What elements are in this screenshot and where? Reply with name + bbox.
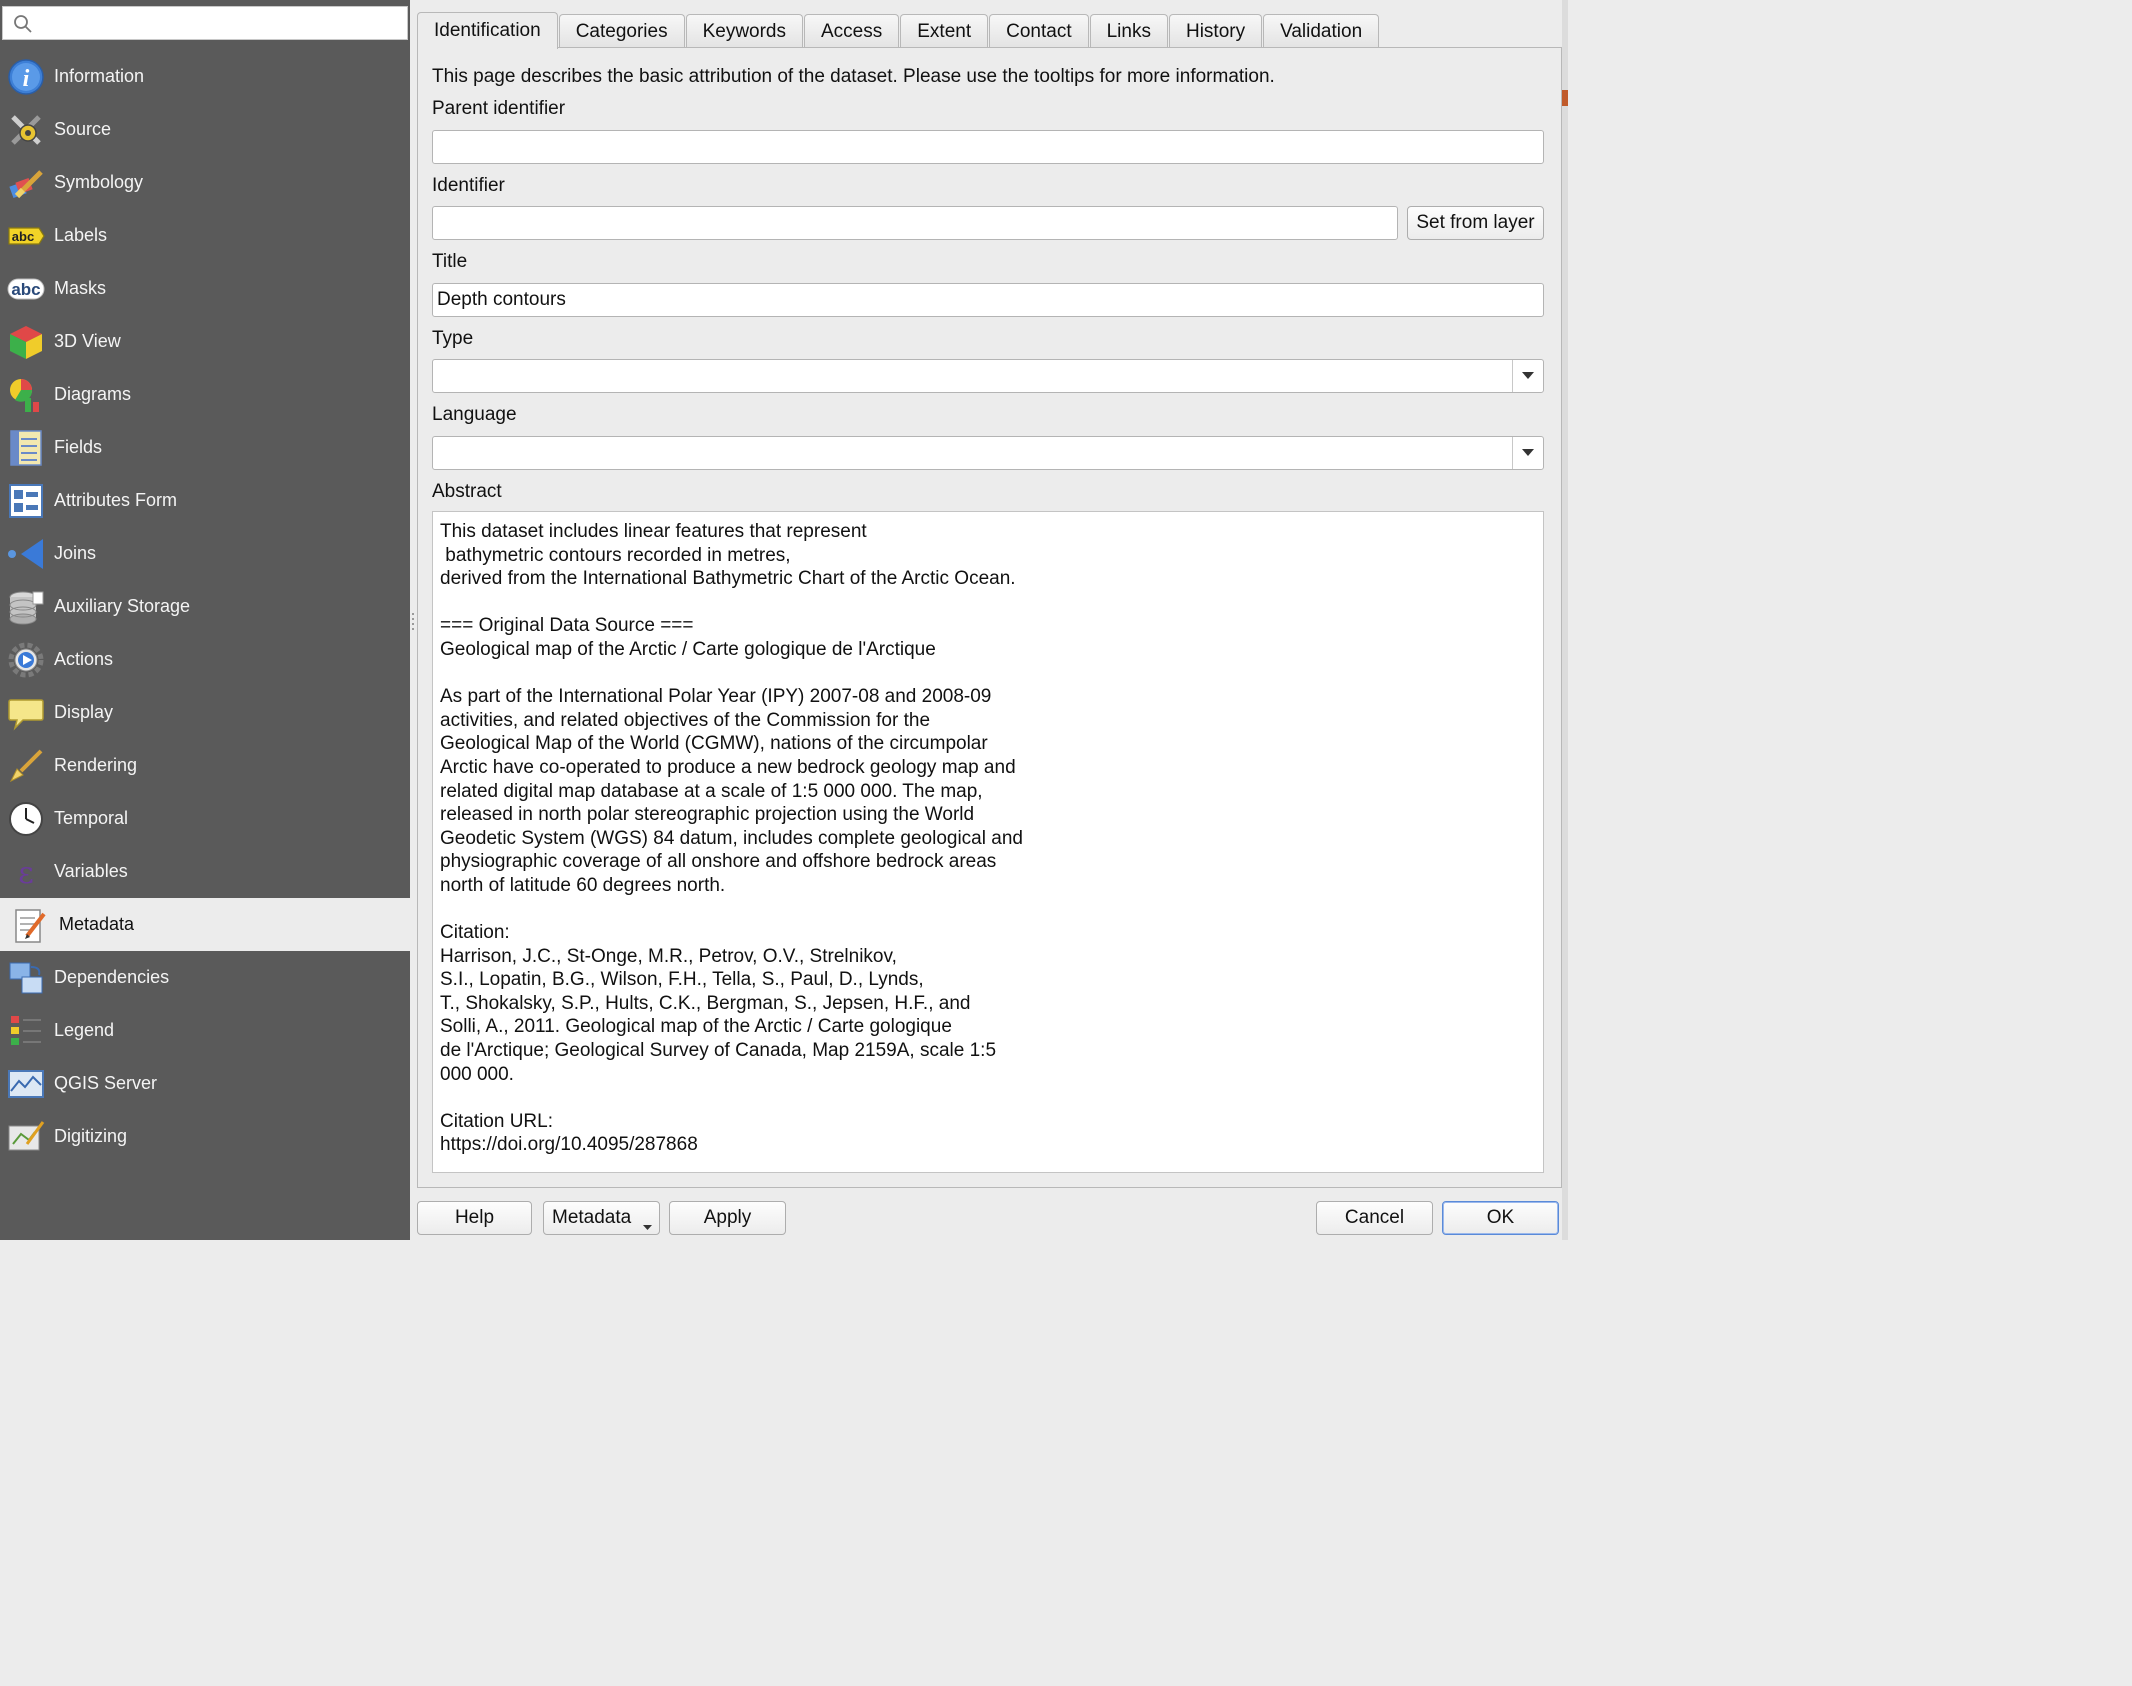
abstract-label: Abstract (432, 481, 502, 502)
parent-identifier-label: Parent identifier (432, 98, 566, 119)
sidebar-item-label: QGIS Server (54, 1073, 158, 1093)
set-from-layer-button[interactable]: Set from layer (1407, 206, 1544, 240)
identifier-field[interactable] (432, 206, 1398, 240)
sidebar-item-label: Digitizing (54, 1126, 128, 1146)
symbology-brush-icon (6, 163, 46, 203)
sidebar-item-label: Masks (54, 278, 107, 298)
sidebar-item-information[interactable] (0, 50, 410, 103)
sidebar-item-display[interactable] (0, 686, 410, 739)
sidebar-item-label: Joins (54, 543, 97, 563)
tab-extent[interactable]: Extent (900, 14, 988, 48)
sidebar-item-fields[interactable] (0, 421, 410, 474)
svg-text:abc: abc (11, 279, 41, 299)
search-input[interactable] (37, 9, 401, 39)
sidebar-list (0, 50, 410, 1163)
sidebar-item-label: Rendering (54, 755, 138, 775)
metadata-menu-button[interactable] (543, 1201, 660, 1235)
search-icon (13, 14, 33, 34)
sidebar-item-3d-view[interactable] (0, 315, 410, 368)
masks-abc-icon (6, 269, 46, 309)
sidebar-item-label: Temporal (54, 808, 129, 828)
tab-keywords[interactable]: Keywords (686, 14, 803, 48)
sidebar-item-actions[interactable] (0, 633, 410, 686)
apply-button[interactable]: Apply (669, 1201, 786, 1235)
digitizing-icon (6, 1117, 46, 1157)
sidebar-item-label: Display (54, 702, 114, 722)
chevron-down-icon[interactable] (1512, 360, 1543, 392)
tab-links[interactable]: Links (1090, 14, 1168, 48)
abstract-text[interactable]: This dataset includes linear features that represent bathymetric contours recorded in metres, derived from the International Bathymetric Chart of the Arctic Ocean. === Original Data Source === Geological map of the Arctic / Carte gologique de l'Arctique As part of the International Polar Year (IPY) 2007-08 and 2008-09 activities, and related objectives of the Commission for the Geological Map of the World (CGMW), nations of the circumpolar Arctic have co-operated to produce a new bedrock geology map and related digital map database at a scale of 1:5 000 000. The map, released in north polar stereographic projection using the World Geodetic System (WGS) 84 datum, includes complete geological and physiographic coverage of all onshore and offshore bedrock areas north of latitude 60 degrees north. Citation: Harrison, J.C., St-Onge, M.R., Petrov, O.V., Strelnikov, S.I., Lopatin, B.G., Wilson, F.H., Tella, S., Paul, D., Lynds, T., Shokalsky, S.P., Hults, C.K., Bergman, S., Jepsen, H.F., and Solli, A., 2011. Geological map of the Arctic / Carte gologique de l'Arctique; Geological Survey of Canada, Map 2159A, scale 1:5 000 000. Citation URL: https://doi.org/10.4095/287868 (440, 521, 1023, 1156)
sidebar-item-label: Diagrams (54, 384, 132, 404)
sidebar-item-label: Legend (54, 1020, 115, 1040)
sidebar-item-label: Attributes Form (54, 490, 178, 510)
caret-down-icon (643, 1215, 652, 1237)
abstract-textarea[interactable] (432, 511, 1544, 1173)
sidebar-item-source[interactable] (0, 103, 410, 156)
sidebar-item-label: Actions (54, 649, 114, 669)
page-description: This page describes the basic attribution of the dataset. Please use the tooltips for more information. (432, 66, 1275, 87)
fields-icon (6, 428, 46, 468)
sidebar-item-symbology[interactable] (0, 156, 410, 209)
actions-gear-icon (6, 640, 46, 680)
tab-access[interactable]: Access (804, 14, 899, 48)
identifier-label: Identifier (432, 175, 505, 196)
clock-icon (6, 799, 46, 839)
search-box[interactable] (2, 6, 408, 40)
source-tools-icon (6, 110, 46, 150)
cancel-button[interactable]: Cancel (1316, 1201, 1433, 1235)
sidebar-item-legend[interactable] (0, 1004, 410, 1057)
epsilon-icon (6, 852, 46, 892)
tab-validation[interactable]: Validation (1263, 14, 1379, 48)
attributes-form-icon (6, 481, 46, 521)
language-input[interactable] (433, 437, 1543, 469)
help-button[interactable]: Help (417, 1201, 532, 1235)
sidebar-item-label: Information (54, 66, 145, 86)
sidebar-item-label: 3D View (54, 331, 121, 351)
dependencies-icon (6, 958, 46, 998)
svg-text:ε: ε (18, 855, 34, 891)
sidebar (0, 0, 410, 1240)
display-speech-bubble-icon (6, 693, 46, 733)
ok-button[interactable]: OK (1442, 1201, 1559, 1235)
sidebar-item-label: Auxiliary Storage (54, 596, 191, 616)
legend-icon (6, 1011, 46, 1051)
sidebar-item-digitizing[interactable] (0, 1110, 410, 1163)
parent-identifier-field[interactable] (432, 130, 1544, 164)
tab-identification[interactable]: Identification (417, 12, 558, 49)
cube-3d-icon (6, 322, 46, 362)
labels-abc-icon (6, 216, 46, 256)
window-edge (1562, 0, 1568, 1240)
title-field[interactable] (432, 283, 1544, 317)
sidebar-item-label: Fields (54, 437, 103, 457)
sidebar-item-masks[interactable] (0, 262, 410, 315)
tab-contact[interactable]: Contact (989, 14, 1088, 48)
sidebar-item-attributes-form[interactable] (0, 474, 410, 527)
rendering-brush-icon (6, 746, 46, 786)
type-input[interactable] (433, 360, 1543, 392)
tab-history[interactable]: History (1169, 14, 1262, 48)
sidebar-item-dependencies[interactable] (0, 951, 410, 1004)
qgis-server-icon (6, 1064, 46, 1104)
sidebar-item-diagrams[interactable] (0, 368, 410, 421)
svg-text:i: i (22, 65, 30, 92)
panel-splitter[interactable] (411, 610, 415, 640)
joins-icon (6, 534, 46, 574)
language-combo[interactable] (432, 436, 1544, 470)
diagrams-icon (6, 375, 46, 415)
sidebar-item-temporal[interactable] (0, 792, 410, 845)
title-input[interactable] (433, 284, 1543, 316)
tab-bar (417, 12, 1380, 48)
sidebar-item-label: Dependencies (54, 967, 170, 987)
title-label: Title (432, 251, 468, 272)
database-icon (6, 587, 46, 627)
sidebar-item-auxiliary-storage[interactable] (0, 580, 410, 633)
svg-text:abc: abc (11, 228, 35, 244)
sidebar-item-label: Source (54, 119, 112, 139)
information-icon (6, 57, 46, 97)
sidebar-item-label: Symbology (54, 172, 144, 192)
parent-identifier-input[interactable] (433, 131, 1543, 163)
sidebar-item-labels[interactable] (0, 209, 410, 262)
type-label: Type (432, 328, 474, 349)
type-combo[interactable] (432, 359, 1544, 393)
tab-categories[interactable]: Categories (559, 14, 685, 48)
sidebar-item-qgis-server[interactable] (0, 1057, 410, 1110)
chevron-down-icon[interactable] (1512, 437, 1543, 469)
sidebar-item-label: Variables (54, 861, 128, 881)
identifier-input[interactable] (433, 207, 1397, 239)
metadata-pencil-icon (10, 905, 50, 945)
metadata-button-label: Metadata (552, 1207, 632, 1228)
sidebar-item-metadata[interactable] (0, 898, 410, 951)
sidebar-item-joins[interactable] (0, 527, 410, 580)
sidebar-item-rendering[interactable] (0, 739, 410, 792)
language-label: Language (432, 404, 517, 425)
sidebar-item-variables[interactable] (0, 845, 410, 898)
sidebar-item-label: Metadata (59, 914, 135, 934)
sidebar-item-label: Labels (54, 225, 108, 245)
